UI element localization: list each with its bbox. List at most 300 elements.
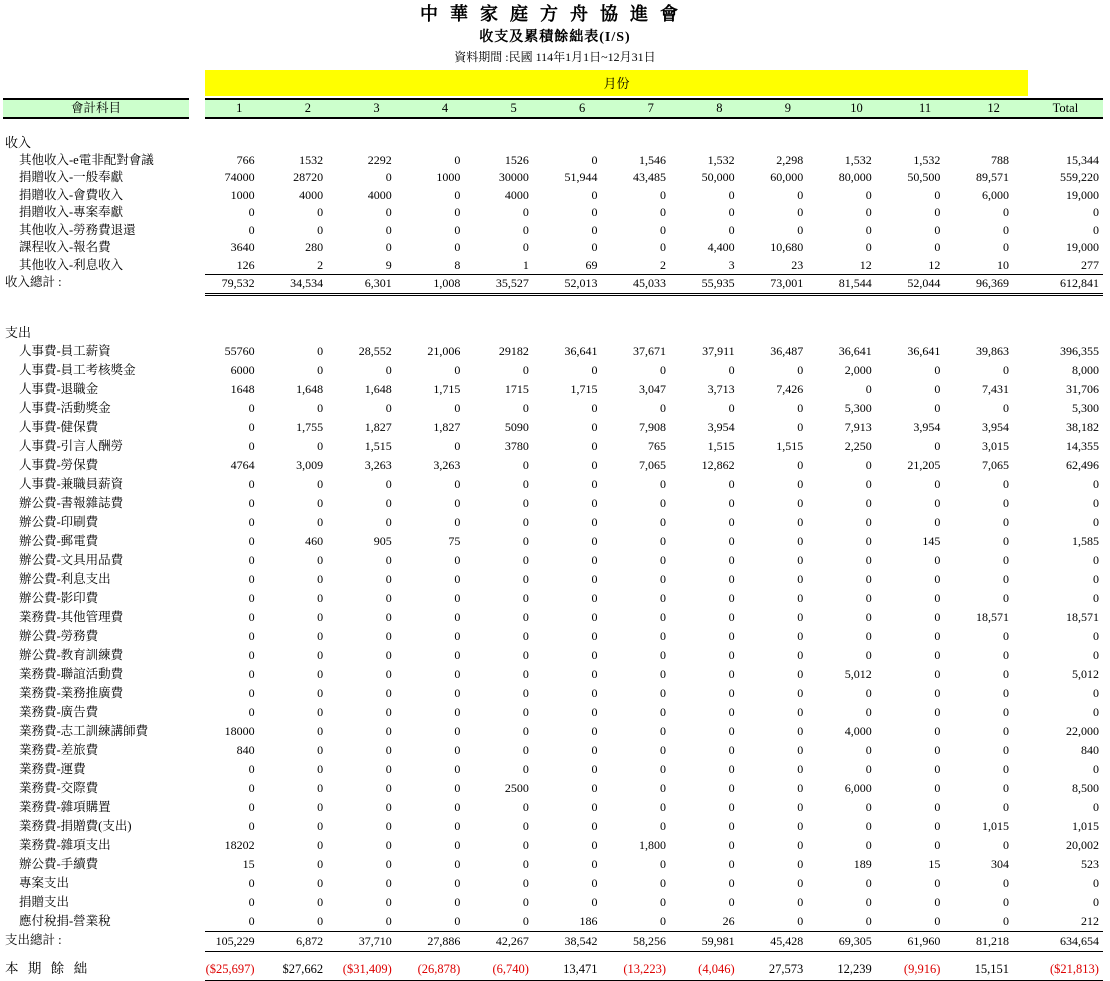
value-cell: 4764 <box>230 457 255 472</box>
value-cell: 27,886 <box>411 931 480 952</box>
value-cell: 75 <box>448 533 461 548</box>
value-cell: 0 <box>797 590 804 605</box>
value-cell: 0 <box>660 647 667 662</box>
net-balance-row <box>3 958 1110 980</box>
value-cell: 0 <box>248 419 255 434</box>
account-row-label: 應付稅捐-營業稅 <box>19 913 111 928</box>
account-row <box>3 608 1110 627</box>
value-cell: 0 <box>1002 533 1009 548</box>
value-cell: 0 <box>1092 495 1099 510</box>
value-cell: 0 <box>591 704 598 719</box>
value-cell: 38,182 <box>1065 419 1099 434</box>
value-cell: 0 <box>385 723 392 738</box>
value-cell: 0 <box>1002 704 1009 719</box>
value-cell: 0 <box>317 685 324 700</box>
value-cell: 0 <box>865 476 872 491</box>
value-cell: 6,872 <box>274 931 343 952</box>
account-row <box>3 513 1110 532</box>
value-cell: 0 <box>454 187 461 202</box>
value-cell: 396,355 <box>1059 343 1099 358</box>
account-row-label: 辦公費-影印費 <box>19 590 99 605</box>
value-cell: 37,671 <box>633 343 667 358</box>
value-cell: 7,065 <box>639 457 667 472</box>
value-cell: 612,841 <box>1028 274 1103 296</box>
value-cell: 0 <box>385 742 392 757</box>
value-cell: 0 <box>1092 514 1099 529</box>
value-cell: 3,954 <box>981 419 1009 434</box>
row-gap <box>189 169 205 187</box>
value-cell: 31,706 <box>1065 381 1099 396</box>
value-cell: 0 <box>591 400 598 415</box>
value-cell: 0 <box>591 761 598 776</box>
value-cell: 0 <box>728 495 735 510</box>
value-cell: 0 <box>317 514 324 529</box>
value-cell: 0 <box>934 400 941 415</box>
value-cell: 0 <box>865 837 872 852</box>
value-cell: 0 <box>385 685 392 700</box>
value-cell: 12 <box>859 257 872 272</box>
value-cell: 0 <box>385 799 392 814</box>
value-cell: 0 <box>591 628 598 643</box>
value-cell: 0 <box>454 514 461 529</box>
account-row <box>3 169 1110 187</box>
value-cell: 0 <box>454 761 461 776</box>
value-cell: 0 <box>660 514 667 529</box>
value-cell: 0 <box>454 362 461 377</box>
value-cell: 0 <box>797 514 804 529</box>
value-cell: 3640 <box>230 240 255 254</box>
value-cell: 96,369 <box>959 274 1028 296</box>
value-cell: 0 <box>317 400 324 415</box>
value-cell: 0 <box>660 205 667 219</box>
account-row <box>3 893 1110 912</box>
row-gap <box>189 608 205 627</box>
value-cell: 3,954 <box>707 419 735 434</box>
value-cell: (4,046) <box>685 958 754 981</box>
value-cell: 81,218 <box>959 931 1028 952</box>
value-cell: 0 <box>865 647 872 662</box>
value-cell: ($31,409) <box>342 958 411 981</box>
value-cell: 12,862 <box>701 457 735 472</box>
value-cell: 0 <box>797 222 804 237</box>
value-cell: 19,000 <box>1065 240 1099 254</box>
value-cell: 0 <box>797 799 804 814</box>
value-cell: 0 <box>317 476 324 491</box>
value-cell: 0 <box>797 685 804 700</box>
value-cell: 0 <box>728 222 735 237</box>
value-cell: 0 <box>522 240 529 254</box>
value-cell: 0 <box>1092 628 1099 643</box>
value-cell: 0 <box>1002 222 1009 237</box>
value-cell: 0 <box>522 205 529 219</box>
value-cell: 1,827 <box>364 419 392 434</box>
value-cell: 0 <box>591 457 598 472</box>
value-cell: 1,515 <box>776 438 804 453</box>
value-cell: 79,532 <box>205 274 274 296</box>
value-cell: 0 <box>728 647 735 662</box>
value-cell: 0 <box>317 913 324 928</box>
value-cell: 0 <box>865 495 872 510</box>
account-row-label: 專案支出 <box>19 875 70 890</box>
value-cell: 0 <box>1002 837 1009 852</box>
value-cell: 0 <box>317 222 324 237</box>
row-gap <box>189 494 205 513</box>
value-cell: 0 <box>522 533 529 548</box>
value-cell: 0 <box>385 240 392 254</box>
account-row <box>3 418 1110 437</box>
value-cell: 0 <box>797 761 804 776</box>
account-row-label: 辦公費-勞務費 <box>19 628 99 643</box>
value-cell: 81,544 <box>822 274 891 296</box>
account-row <box>3 532 1110 551</box>
column-header-total: Total <box>1028 98 1103 119</box>
value-cell: 50,500 <box>907 170 941 184</box>
value-cell: 0 <box>522 837 529 852</box>
value-cell: 7,431 <box>981 381 1009 396</box>
value-cell: 0 <box>660 704 667 719</box>
value-cell: 0 <box>591 818 598 833</box>
value-cell: 0 <box>660 552 667 567</box>
corner-header: 會計科目 <box>3 98 189 119</box>
row-gap <box>189 798 205 817</box>
value-cell: 0 <box>865 685 872 700</box>
value-cell: 0 <box>797 628 804 643</box>
value-cell: 23 <box>791 257 804 272</box>
value-cell: 0 <box>865 704 872 719</box>
value-cell: 0 <box>865 894 872 909</box>
value-cell: 6,000 <box>981 187 1009 202</box>
value-cell: 0 <box>728 818 735 833</box>
value-cell: (13,223) <box>616 958 685 981</box>
value-cell: 0 <box>865 514 872 529</box>
value-cell: 0 <box>728 362 735 377</box>
value-cell: 4000 <box>299 187 324 202</box>
value-cell: 22,000 <box>1065 723 1099 738</box>
value-cell: 2 <box>317 257 324 272</box>
value-cell: 1000 <box>436 170 461 184</box>
value-cell: 34,534 <box>274 274 343 296</box>
row-gap <box>189 779 205 798</box>
value-cell: 0 <box>454 799 461 814</box>
section-header-income-label: 收入 <box>5 135 32 150</box>
row-gap <box>189 380 205 399</box>
value-cell: 0 <box>454 913 461 928</box>
month-band-label: 月份 <box>205 70 1028 96</box>
value-cell: 0 <box>591 438 598 453</box>
value-cell: 0 <box>248 685 255 700</box>
row-gap <box>189 912 205 931</box>
value-cell: 0 <box>454 685 461 700</box>
value-cell: 0 <box>591 685 598 700</box>
value-cell: 0 <box>660 856 667 871</box>
value-cell: 0 <box>728 799 735 814</box>
account-row <box>3 912 1110 931</box>
value-cell: 69,305 <box>822 931 891 952</box>
value-cell: 1 <box>522 257 529 272</box>
value-cell: 5,300 <box>844 400 872 415</box>
value-cell: 0 <box>797 571 804 586</box>
value-cell: 0 <box>454 628 461 643</box>
value-cell: 0 <box>728 400 735 415</box>
value-cell: 0 <box>660 476 667 491</box>
value-cell: 0 <box>1092 799 1099 814</box>
value-cell: 277 <box>1080 257 1099 272</box>
column-header-month-10: 10 <box>822 98 891 119</box>
value-cell: 0 <box>934 590 941 605</box>
value-cell: 0 <box>660 685 667 700</box>
value-cell: 3,047 <box>639 381 667 396</box>
value-cell: 0 <box>1002 799 1009 814</box>
value-cell: 0 <box>1002 685 1009 700</box>
account-row-label: 業務費-差旅費 <box>19 742 99 757</box>
value-cell: 0 <box>317 495 324 510</box>
row-gap <box>189 931 205 952</box>
value-cell: 0 <box>728 894 735 909</box>
row-gap <box>189 274 205 296</box>
account-row <box>3 257 1110 275</box>
value-cell: 0 <box>1092 222 1099 237</box>
value-cell: 0 <box>522 742 529 757</box>
value-cell: 0 <box>934 628 941 643</box>
row-gap <box>189 760 205 779</box>
value-cell: 0 <box>660 780 667 795</box>
value-cell: 0 <box>385 552 392 567</box>
value-cell: 0 <box>660 495 667 510</box>
value-cell: 6000 <box>230 362 255 377</box>
account-row-label: 辦公費-利息支出 <box>19 571 111 586</box>
value-cell: 0 <box>1092 552 1099 567</box>
value-cell: 0 <box>728 666 735 681</box>
account-row-label: 人事費-引言人酬勞 <box>19 438 124 453</box>
value-cell: 0 <box>728 571 735 586</box>
value-cell: 304 <box>990 856 1009 871</box>
value-cell: 765 <box>648 438 667 453</box>
value-cell: 0 <box>522 495 529 510</box>
row-gap <box>189 475 205 494</box>
value-cell: 0 <box>660 628 667 643</box>
value-cell: 8,000 <box>1071 362 1099 377</box>
value-cell: 0 <box>248 533 255 548</box>
column-header-month-2: 2 <box>274 98 343 119</box>
account-row <box>3 760 1110 779</box>
value-cell: 0 <box>728 628 735 643</box>
value-cell: 0 <box>385 170 392 184</box>
value-cell: 12 <box>928 257 941 272</box>
value-cell: 52,013 <box>548 274 617 296</box>
value-cell: 0 <box>865 761 872 776</box>
value-cell: 0 <box>454 476 461 491</box>
row-gap <box>189 323 205 342</box>
value-cell: 0 <box>317 609 324 624</box>
row-gap <box>189 257 205 275</box>
value-cell: 0 <box>934 222 941 237</box>
value-cell: 0 <box>248 894 255 909</box>
row-gap <box>189 722 205 741</box>
account-row-label: 人事費-勞保費 <box>19 457 99 472</box>
value-cell: 0 <box>454 552 461 567</box>
value-cell: 50,000 <box>701 170 735 184</box>
value-cell: 0 <box>317 571 324 586</box>
row-gap <box>189 456 205 475</box>
value-cell: 29182 <box>498 343 529 358</box>
value-cell: 0 <box>934 761 941 776</box>
value-cell: 0 <box>385 647 392 662</box>
value-cell: 0 <box>865 240 872 254</box>
value-cell: 0 <box>797 818 804 833</box>
value-cell: 0 <box>522 222 529 237</box>
value-cell: 0 <box>660 799 667 814</box>
value-cell: 18000 <box>224 723 255 738</box>
value-cell: 1532 <box>299 152 324 167</box>
value-cell: 0 <box>797 400 804 415</box>
row-gap <box>189 627 205 646</box>
section-header-income <box>3 134 1110 152</box>
value-cell: 1000 <box>230 187 255 202</box>
value-cell: 0 <box>454 400 461 415</box>
value-cell: 0 <box>317 742 324 757</box>
value-cell: 0 <box>934 894 941 909</box>
value-cell: 3780 <box>504 438 529 453</box>
column-header-month-6: 6 <box>548 98 617 119</box>
expense-total-row-label: 支出總計 : <box>5 932 62 947</box>
value-cell: 0 <box>248 799 255 814</box>
account-row-label: 其他收入-利息收入 <box>19 257 124 272</box>
value-cell: 0 <box>317 343 324 358</box>
value-cell: 0 <box>591 205 598 219</box>
account-row-label: 業務費-廣告費 <box>19 704 99 719</box>
value-cell: 1,755 <box>296 419 324 434</box>
value-cell: 0 <box>522 913 529 928</box>
value-cell: 1,648 <box>364 381 392 396</box>
value-cell: 1,585 <box>1071 533 1099 548</box>
account-row-label: 辦公費-文具用品費 <box>19 552 124 567</box>
account-row <box>3 551 1110 570</box>
income-total-row-label: 收入總計 : <box>5 275 62 289</box>
value-cell: 0 <box>934 666 941 681</box>
value-cell: 10,680 <box>770 240 804 254</box>
account-row <box>3 684 1110 703</box>
value-cell: 62,496 <box>1065 457 1099 472</box>
value-cell: 0 <box>797 552 804 567</box>
income-total-row <box>3 274 1110 292</box>
row-gap <box>189 342 205 361</box>
value-cell: 0 <box>522 818 529 833</box>
value-cell: 1,515 <box>364 438 392 453</box>
account-row-label: 業務費-交際費 <box>19 780 99 795</box>
value-cell: 1648 <box>230 381 255 396</box>
account-row <box>3 456 1110 475</box>
value-cell: 0 <box>1092 205 1099 219</box>
value-cell: 45,428 <box>754 931 823 952</box>
value-cell: 0 <box>522 400 529 415</box>
value-cell: 0 <box>728 761 735 776</box>
value-cell: 0 <box>591 799 598 814</box>
value-cell: 0 <box>454 647 461 662</box>
account-row-label: 人事費-退職金 <box>19 381 99 396</box>
account-row-label: 人事費-兼職員薪資 <box>19 476 124 491</box>
value-cell: 0 <box>1002 240 1009 254</box>
value-cell: 5,012 <box>844 666 872 681</box>
value-cell: 0 <box>728 685 735 700</box>
value-cell: 0 <box>797 362 804 377</box>
row-gap <box>189 665 205 684</box>
value-cell: 0 <box>1002 362 1009 377</box>
account-row-label: 業務費-其他管理費 <box>19 609 124 624</box>
value-cell: 0 <box>317 875 324 890</box>
value-cell: 18,571 <box>975 609 1009 624</box>
value-cell: 0 <box>660 187 667 202</box>
value-cell: 0 <box>454 894 461 909</box>
value-cell: 0 <box>248 495 255 510</box>
account-row <box>3 494 1110 513</box>
value-cell: 9 <box>385 257 392 272</box>
value-cell: 0 <box>385 590 392 605</box>
value-cell: 0 <box>728 742 735 757</box>
value-cell: 0 <box>1092 761 1099 776</box>
column-header-month-4: 4 <box>411 98 480 119</box>
value-cell: 7,908 <box>639 419 667 434</box>
value-cell: 0 <box>454 742 461 757</box>
value-cell: 0 <box>934 514 941 529</box>
value-cell: 0 <box>591 742 598 757</box>
value-cell: 0 <box>591 152 598 167</box>
value-cell: 0 <box>454 495 461 510</box>
account-row-label: 辦公費-郵電費 <box>19 533 99 548</box>
value-cell: 36,487 <box>770 343 804 358</box>
value-cell: 55760 <box>224 343 255 358</box>
value-cell: 3,713 <box>707 381 735 396</box>
value-cell: 0 <box>317 666 324 681</box>
value-cell: 0 <box>1002 205 1009 219</box>
column-header-month-12: 12 <box>959 98 1028 119</box>
value-cell: 1,015 <box>981 818 1009 833</box>
account-row <box>3 152 1110 170</box>
value-cell: 37,911 <box>702 343 735 358</box>
value-cell: 0 <box>1092 590 1099 605</box>
value-cell: 0 <box>1002 780 1009 795</box>
value-cell: 0 <box>865 742 872 757</box>
account-row-label: 其他收入-勞務費退還 <box>19 222 136 237</box>
value-cell: 0 <box>865 590 872 605</box>
value-cell: 0 <box>248 761 255 776</box>
value-cell: 0 <box>865 628 872 643</box>
value-cell: 0 <box>248 875 255 890</box>
value-cell: 28720 <box>293 170 324 184</box>
value-cell: 73,001 <box>754 274 823 296</box>
value-cell: 5,300 <box>1071 400 1099 415</box>
value-cell: 12,239 <box>822 958 891 981</box>
value-cell: 0 <box>728 856 735 871</box>
value-cell: 1,648 <box>296 381 324 396</box>
value-cell: 0 <box>591 875 598 890</box>
account-row-label: 其他收入-e電非配對會議 <box>19 152 154 167</box>
value-cell: 0 <box>934 837 941 852</box>
value-cell: 8,500 <box>1071 780 1099 795</box>
value-cell: 5090 <box>504 419 529 434</box>
value-cell: 7,913 <box>844 419 872 434</box>
month-band-row <box>3 70 1110 96</box>
value-cell: 0 <box>934 647 941 662</box>
value-cell: 0 <box>454 666 461 681</box>
value-cell: 0 <box>934 913 941 928</box>
value-cell: 7,426 <box>776 381 804 396</box>
value-cell: 0 <box>385 514 392 529</box>
value-cell: 0 <box>660 222 667 237</box>
value-cell: 0 <box>865 533 872 548</box>
value-cell: 2292 <box>367 152 392 167</box>
value-cell: 0 <box>865 799 872 814</box>
value-cell: 0 <box>385 628 392 643</box>
